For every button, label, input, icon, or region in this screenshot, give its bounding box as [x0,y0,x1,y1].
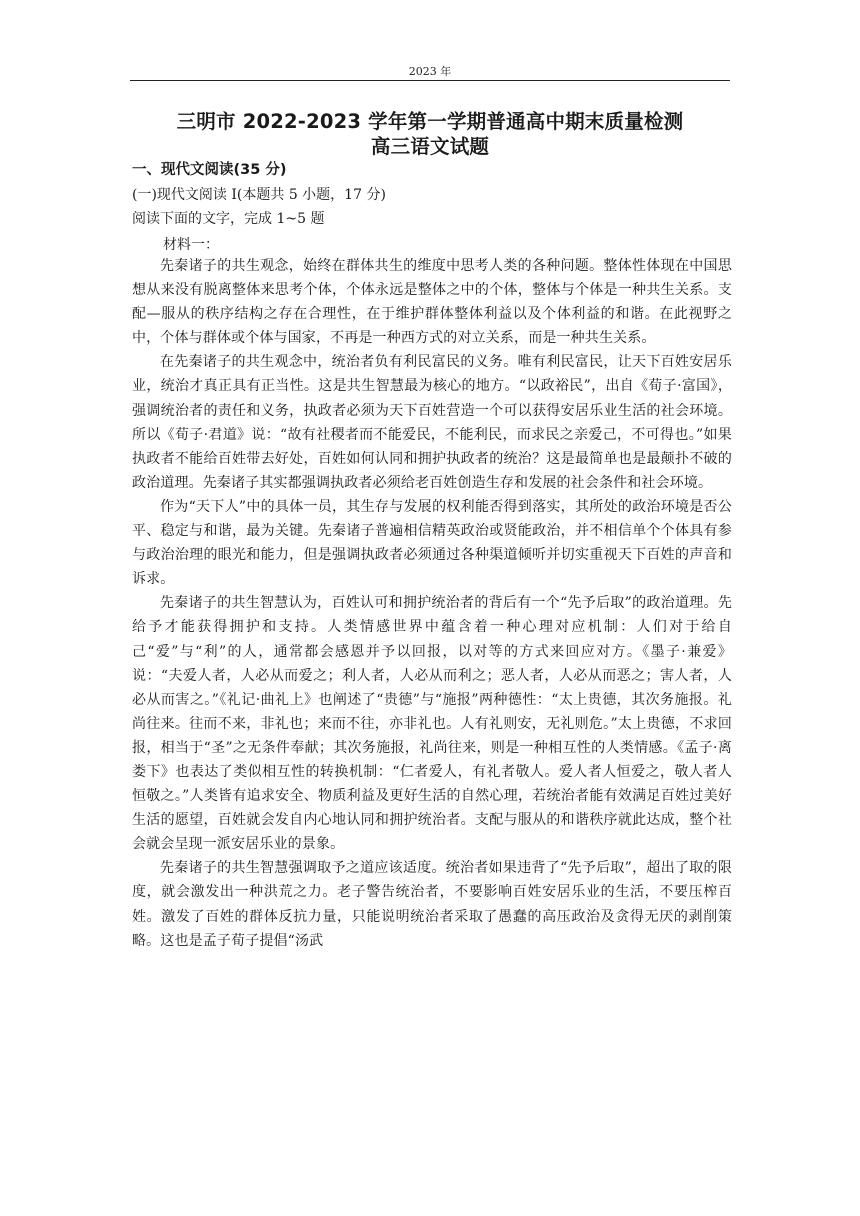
exam-subtitle: 高三语文试题 [370,135,490,158]
material-body [132,254,732,953]
paragraph: 作为“天下人”中的具体一员，其生存与发展的权利能否得到落实，其所处的政治环境是否公平、稳定与和谐，最为关键。先秦诸子普遍相信精英政治或贤能政治，并不相信单个个体具有参与政治治理的眼光和能力，但是强调执政者必须通过各种渠道倾听并切实重视天下百姓的声音和诉求。 [132,498,732,588]
paragraph: 先秦诸子的共生观念，始终在群体共生的维度中思考人类的各种问题。整体性体现在中国思想从来没有脱离整体来思考个体，个体永远是整体之中的个体，整体与个体是一种共生关系。支配—服从的秩序结构之存在合理性，在于维护群体整体利益以及个体利益的和谐。在此视野之中，个体与群体或个体与国家，不再是一种西方式的对立关系，而是一种共生关系。 [132,258,732,347]
section-heading: 一、现代文阅读(35 分) [132,162,287,178]
paragraph: 先秦诸子的共生智慧认为，百姓认可和拥护统治者的背后有一个“先予后取”的政治道理。先给予才能获得拥护和支持。人类情感世界中蕴含着一种心理对应机制：人们对于给自己“爱”与“利”的人，通常都会感恩并予以回报，以对等的方式来回应对方。《墨子·兼爱》说：“夫爱人者，人必从而爱之；利人者，人必从而利之；恶人者，人必从而恶之；害人者，人必从而害之。”《礼记·曲礼上》也阐述了“贵德”与“施报”两种德性：“太上贵德，其次务施报。礼尚往来。往而不来，非礼也；来而不往，亦非礼也。人有礼则安，无礼则危。”太上贵德，不求回报，相当于“圣”之无条件奉献；其次务施报，礼尚往来，则是一种相互性的人类情感。《孟子·离娄下》也表达了类似相互性的转换机制：“仁者爱人，有礼者敬人。爱人者人恒爱之，敬人者人恒敬之。”人类皆有追求安全、物质利益及更好生活的自然心理，若统治者能有效满足百姓过美好生活的愿望，百姓就会发自内心地认同和拥护统治者。支配与服从的和谐秩序就此达成，整个社会就会呈现一派安居乐业的景象。 [132,595,732,853]
reading-instruction: 阅读下面的文字，完成 1~5 题 [132,211,325,227]
material-label: 材料一： [163,237,219,253]
page-header-year: 2023 年 [408,65,452,78]
exam-title: 三明市 2022-2023 学年第一学期普通高中期末质量检测 [176,110,684,133]
subsection-heading: (一)现代文阅读 I(本题共 5 小题，17 分) [132,187,386,203]
paragraph: 先秦诸子的共生智慧强调取予之道应该适度。统治者如果违背了“先予后取”，超出了取的限度，就会激发出一种洪荒之力。老子警告统治者，不要影响百姓安居乐业的生活，不要压榨百姓。激发了百姓的群体反抗力量，只能说明统治者采取了愚蠢的高压政治及贪得无厌的剥削策略。这也是孟子荀子提倡“汤武 [132,860,732,949]
header-divider [130,80,730,81]
paragraph: 在先秦诸子的共生观念中，统治者负有利民富民的义务。唯有利民富民，让天下百姓安居乐业，统治才真正具有正当性。这是共生智慧最为核心的地方。“以政裕民”，出自《荀子·富国》，强调统治者的责任和义务，执政者必须为天下百姓营造一个可以获得安居乐业生活的社会环境。所以《荀子·君道》说：“故有社稷者而不能爱民，不能利民，而求民之亲爱己，不可得也。”如果执政者不能给百姓带去好处，百姓如何认同和拥护执政者的统治？这是最简单也是最颠扑不破的政治道理。先秦诸子其实都强调执政者必须给老百姓创造生存和发展的社会条件和社会环境。 [132,354,732,491]
